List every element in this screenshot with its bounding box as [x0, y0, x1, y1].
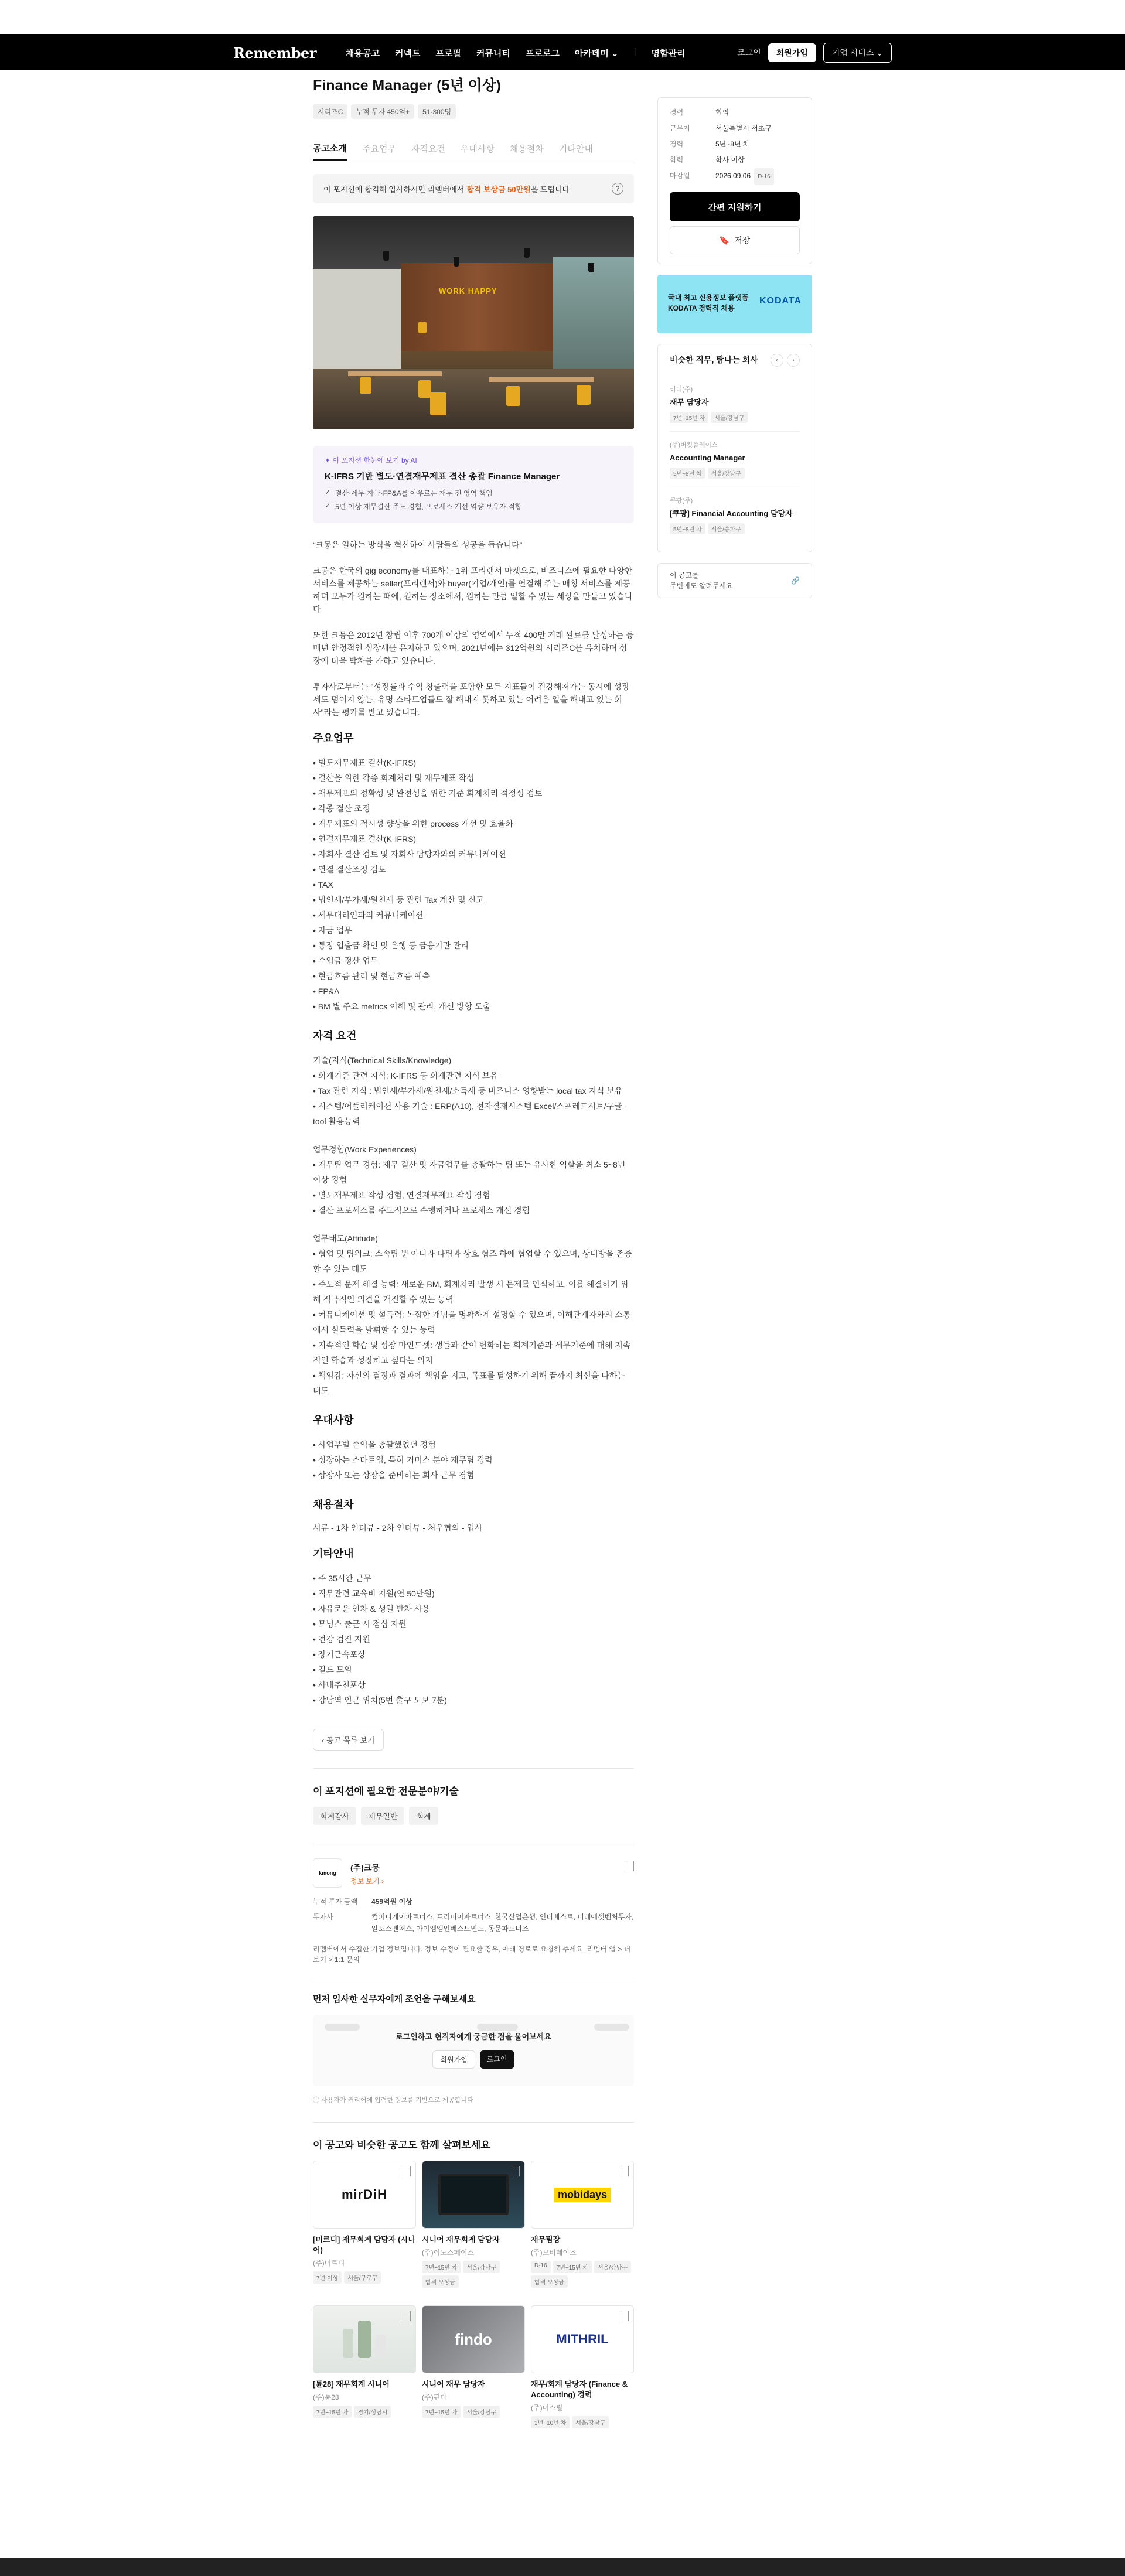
- summary-value: 협의: [715, 108, 729, 117]
- intro-paragraph: 또한 크몽은 2012년 창립 이후 700개 이상의 영역에서 누적 400만 거래 완료를 달성하는 등 매년 안정적인 성장세를 유지하고 있으며, 2021년에는 312억원의 시리즈C를 유치하며 성장에 더욱 박차를 가하고 있습니다.: [313, 630, 634, 666]
- link-icon[interactable]: 🔗: [791, 576, 800, 585]
- requirement-item: • 회계기준 관련 지식: K-IFRS 등 회계관련 지식 보유: [313, 1071, 498, 1080]
- similar-job-title: Accounting Manager: [670, 453, 745, 462]
- badge: 서울/강남구: [594, 2261, 631, 2273]
- summary-label: 경력: [670, 140, 684, 148]
- ai-summary-card: [313, 446, 634, 523]
- etc-item: • 직무관련 교육비 지원(연 50만원): [313, 1589, 435, 1598]
- similar-job-badges: [531, 2261, 634, 2288]
- badge: 7년~15년 차: [553, 2261, 592, 2273]
- similar-job-card[interactable]: [313, 2305, 416, 2428]
- duty-item: • 현금흐름 관리 및 현금흐름 예측: [313, 971, 431, 981]
- etc-item: • 모닝스 출근 시 점심 지원: [313, 1619, 407, 1629]
- similar-job-image[interactable]: mobidays: [531, 2161, 634, 2229]
- similar-company-name: (주)버킷플레이스: [670, 442, 718, 449]
- etc-item: • 길드 모임: [313, 1665, 352, 1674]
- requirement-item: • 책임감: 자신의 결정과 결과에 책임을 지고, 목표를 달성하기 위해 끝까지 최선을 다하는 태도: [313, 1371, 625, 1396]
- badge: 합격 보상금: [531, 2275, 568, 2288]
- requirements-list: [313, 1053, 634, 1398]
- duties-list: [313, 755, 634, 1014]
- summary-value: 서울특별시 서초구: [715, 124, 772, 132]
- requirement-item: 업무경험(Work Experiences): [313, 1145, 417, 1154]
- badge: 7년~15년 차: [422, 2261, 461, 2273]
- requirement-item: • 결산 프로세스를 주도적으로 수행하거나 프로세스 개선 경험: [313, 1206, 530, 1215]
- bookmark-icon[interactable]: [403, 2311, 411, 2321]
- ai-summary-point: ✓ 결산·세무·자금·FP&A를 아우르는 재무 전 영역 책임: [325, 488, 493, 497]
- similar-job-company: (주)모비데이즈: [531, 2249, 577, 2257]
- similar-company-item[interactable]: [670, 376, 800, 432]
- apply-button[interactable]: 간편 지원하기: [670, 192, 800, 221]
- similar-job-title: [쿠팡] Financial Accounting 담당자: [670, 509, 793, 518]
- summary-label: 마감일: [670, 172, 690, 180]
- nav-item-jobs[interactable]: 채용공고: [346, 49, 380, 59]
- etc-item: • 자유로운 연차 & 생일 반차 사용: [313, 1604, 430, 1613]
- ai-summary-title: K-IFRS 기반 별도·연결재무제표 결산 총괄 Finance Manager: [325, 472, 560, 482]
- badge: 서울/강남구: [463, 2261, 500, 2273]
- bookmark-icon[interactable]: [512, 2166, 520, 2176]
- similar-company-name: 쿠팡(주): [670, 497, 693, 504]
- top-navigation-bar: [0, 34, 1125, 70]
- tag: 누적 투자 450억+: [351, 104, 414, 119]
- remember-logo[interactable]: Remember: [233, 45, 316, 62]
- similar-job-image[interactable]: [313, 2305, 416, 2373]
- duty-item: • 세무대리인과의 커뮤니케이션: [313, 910, 424, 920]
- company-info-note: 리멤버에서 수집한 기업 정보입니다. 정보 수정이 필요할 경우, 아래 경로로 요청해 주세요. 리멤버 앱 > 더보기 > 1:1 문의: [313, 1945, 631, 1964]
- similar-job-title: 시니어 재무회계 담당자: [422, 2235, 500, 2244]
- similar-job-company: (주)미르디: [313, 2259, 345, 2267]
- requirement-item: • 지속적인 학습 및 성장 마인드셋: 생들과 같이 변화하는 회계기준과 세무기준에 대해 지속적인 학습과 성장하고 싶다는 의지: [313, 1340, 631, 1365]
- similar-jobs-title: 이 공고와 비슷한 공고도 함께 살펴보세요: [313, 2140, 490, 2151]
- share-box: [657, 563, 812, 598]
- preference-item: • 사업부별 손익을 총괄했었던 경험: [313, 1440, 436, 1449]
- etc-item: • 건강 검진 지원: [313, 1635, 370, 1644]
- bookmark-icon: 🔖: [719, 235, 730, 245]
- requirement-item: 업무태도(Attitude): [313, 1234, 378, 1243]
- tab-intro[interactable]: 공고소개: [313, 142, 347, 161]
- badge: 서울/구로구: [344, 2271, 381, 2284]
- similar-job-badges: [313, 2271, 416, 2284]
- nav-item-card-manage[interactable]: 명함관리: [651, 49, 686, 59]
- advice-signup-button[interactable]: 회원가입: [432, 2050, 475, 2069]
- similar-job-company: (주)튠28: [313, 2393, 339, 2401]
- prev-arrow-icon[interactable]: ‹: [771, 354, 783, 367]
- ai-summary-label: ✦ 이 포지션 한눈에 보기 by AI: [325, 456, 417, 465]
- duty-item: • 통장 입출금 확인 및 은행 등 금융기관 관리: [313, 941, 469, 950]
- invest-amount-label: 누적 투자 금액: [313, 1898, 358, 1906]
- investors-label: 투자사: [313, 1913, 333, 1921]
- similar-job-badges: [670, 523, 800, 534]
- similar-job-image[interactable]: mirDiH: [313, 2161, 416, 2229]
- back-to-list-button[interactable]: ‹ 공고 목록 보기: [313, 1729, 384, 1751]
- badge: 서울/강남구: [711, 412, 748, 423]
- nav-item-prologue[interactable]: 프로로그: [525, 49, 560, 59]
- badge: 5년~8년 차: [670, 523, 705, 534]
- deadline-badge: D-16: [754, 168, 774, 185]
- nav-item-academy[interactable]: 아카데미 ⌄: [574, 49, 619, 59]
- similar-job-title: 재무팀장: [531, 2235, 561, 2244]
- tab-process[interactable]: 채용절차: [509, 144, 544, 154]
- tag: 시리즈C: [313, 104, 347, 119]
- similar-job-badges: [670, 412, 800, 423]
- tag: 51-300명: [418, 104, 456, 119]
- preference-item: • 성장하는 스타트업, 특히 커머스 분야 재무팀 경력: [313, 1455, 493, 1465]
- login-link[interactable]: 로그인: [737, 48, 761, 57]
- preference-item: • 상장사 또는 상장을 준비하는 회사 근무 경험: [313, 1470, 475, 1480]
- requirement-block: [313, 1142, 634, 1218]
- duty-item: • 법인세/부가세/원천세 등 관련 Tax 계산 및 신고: [313, 895, 484, 905]
- similar-job-image[interactable]: MITHRIL: [531, 2305, 634, 2373]
- section-title-duties: 주요업무: [313, 732, 354, 744]
- similar-job-image[interactable]: [422, 2161, 525, 2229]
- summary-value: 5년~8년 차: [715, 140, 750, 148]
- similar-job-card[interactable]: [422, 2161, 525, 2288]
- etc-item: • 주 35시간 근무: [313, 1574, 371, 1583]
- summary-row: [670, 168, 800, 185]
- duty-item: • 자금 업무: [313, 926, 352, 935]
- requirement-item: • Tax 관련 지식 : 법인세/부가세/원천세/소득세 등 비즈니스 영향받는 local tax 지식 보유: [313, 1086, 623, 1096]
- bottom-bar: [0, 2558, 1125, 2576]
- badge: 서울/강남구: [463, 2406, 500, 2418]
- nav-separator: |: [633, 47, 636, 57]
- office-sign: WORK HAPPY: [439, 286, 497, 295]
- badge: 경기/성남시: [354, 2406, 391, 2418]
- skill-chip[interactable]: 재무일반: [361, 1807, 404, 1825]
- bookmark-icon[interactable]: [512, 2311, 520, 2321]
- bookmark-icon[interactable]: [403, 2166, 411, 2176]
- reward-notice: [313, 174, 634, 203]
- reward-notice-text: 이 포지션에 합격해 입사하시면 리멤버에서 합격 보상금 50만원을 드립니다: [323, 185, 570, 194]
- help-icon[interactable]: ?: [612, 183, 623, 195]
- similar-job-company: (주)핀다: [422, 2393, 447, 2401]
- share-text: 이 공고를 주변에도 알려주세요: [670, 571, 733, 590]
- intro-paragraph: “크몽은 일하는 방식을 혁신하여 사람들의 성공을 돕습니다”: [313, 540, 523, 550]
- skill-chip[interactable]: 회계: [409, 1807, 438, 1825]
- requirement-item: 기술(지식(Technical Skills/Knowledge): [313, 1056, 452, 1065]
- similar-job-title: [튠28] 재무회계 시니어: [313, 2380, 390, 2389]
- check-icon: ✓: [325, 501, 331, 510]
- tab-requirements[interactable]: 자격요건: [411, 144, 445, 154]
- similar-job-badges: [422, 2261, 525, 2288]
- similar-job-card[interactable]: [422, 2305, 525, 2428]
- duty-item: • BM 별 주요 metrics 이해 및 관리, 개선 방향 도출: [313, 1002, 491, 1011]
- header-actions: [737, 43, 892, 63]
- section-title-preferences: 우대사항: [313, 1414, 354, 1426]
- skills-title: 이 포지션에 필요한 전문분야/기술: [313, 1786, 459, 1797]
- invest-amount-row: [313, 1896, 634, 1908]
- similar-job-title: 재무 담당자: [670, 398, 709, 407]
- intro-paragraph: 크몽은 한국의 gig economy를 대표하는 1위 프리랜서 마켓으로, 비즈니스에 필요한 다양한 서비스를 제공하는 seller(프리랜서)와 buyer(기업/개인)를 연결해 주는 매칭 서비스를 제공하며 모두가 원하는 때에, 원하는 장소에서, 원하는 만큼 일할 수 있는 세상을 만들고 있습니다.: [313, 566, 633, 614]
- company-logo[interactable]: kmong: [313, 1858, 342, 1888]
- similar-company-item[interactable]: [670, 487, 800, 543]
- requirement-block: [313, 1231, 634, 1398]
- requirement-item: • 시스템/어플리케이션 사용 기술 : ERP(A10), 전자결재시스템 Excel/스프레드시트/구글 - tool 활용능력: [313, 1101, 628, 1126]
- section-title-requirements: 자격 요건: [313, 1030, 357, 1042]
- investors-value: 컴퍼니케이파트너스, 프리미어파트너스, 한국산업은행, 인터베스트, 미래에셋벤처투자, 알토스벤처스, 아이엠엠인베스트먼트, 동문파트너즈: [371, 1913, 634, 1933]
- company-name[interactable]: (주)크몽: [350, 1863, 380, 1872]
- advice-locked-panel: [313, 2015, 634, 2086]
- job-description: [313, 538, 634, 1708]
- similar-job-title: [미르디] 재무회계 담당자 (시니어): [313, 2235, 415, 2254]
- office-photo: [313, 216, 634, 429]
- ai-summary-point: ✓ 5년 이상 재무결산 주도 경험, 프로세스 개선 역량 보유자 적합: [325, 501, 522, 511]
- requirement-item: • 주도적 문제 해결 능력: 새로운 BM, 회계처리 발생 시 문제를 인식하고, 이를 해결하기 위해 적극적인 의견을 개진할 수 있는 능력: [313, 1280, 629, 1304]
- duty-item: • 재무제표의 적시성 향상을 위한 process 개선 및 효율화: [313, 819, 513, 828]
- kodata-ad-banner[interactable]: [657, 275, 812, 333]
- bookmark-icon[interactable]: [621, 2166, 629, 2176]
- duty-item: • 연결 결산조정 검토: [313, 865, 386, 874]
- badge: 합격 보상금: [422, 2275, 459, 2288]
- similar-job-image[interactable]: findo: [422, 2305, 525, 2373]
- skill-chip[interactable]: 회계감사: [313, 1807, 356, 1825]
- similar-job-badges: [422, 2406, 525, 2418]
- badge: 서울/송파구: [708, 523, 745, 534]
- job-summary-box: [657, 97, 812, 264]
- company-card: [313, 1858, 634, 1888]
- job-sidebar: [657, 97, 812, 598]
- requirement-item: • 협업 및 팀워크: 소속팀 뿐 아니라 타팀과 상호 협조 하에 협업할 수 있으며, 상대방을 존중할 수 있는 태도: [313, 1249, 632, 1274]
- summary-row: [670, 137, 800, 152]
- similar-job-badges: [313, 2406, 416, 2418]
- badge: 7년~15년 차: [422, 2406, 461, 2418]
- skill-chips: [313, 1807, 634, 1825]
- similar-jobs-grid: [313, 2161, 634, 2428]
- intro-paragraph: 투자사로부터는 "성장률과 수익 창출력을 포함한 모든 지표들이 건강해져가는 동시에 성장세도 멈이지 않는, 유명 스타트업들도 잘 해내지 못하고 있는 어려운 일을 해내고 있는 회사"라는 평가를 받고 있습니다.: [313, 682, 630, 717]
- similar-companies-title: 비슷한 직무, 탐나는 회사: [670, 355, 758, 364]
- main-nav: [346, 47, 685, 59]
- similar-job-company: (주)이노스페이스: [422, 2249, 475, 2257]
- summary-row: [670, 105, 800, 121]
- similar-job-card[interactable]: [531, 2305, 634, 2428]
- tab-preferences[interactable]: 우대사항: [460, 144, 495, 154]
- tab-duties[interactable]: 주요업무: [362, 144, 396, 154]
- signup-button[interactable]: 회원가입: [768, 43, 816, 62]
- badge: 7년~15년 차: [670, 412, 708, 423]
- similar-job-badges: [670, 468, 800, 479]
- duty-item: • 재무제표의 정확성 및 완전성을 위한 기준 회계처리 적정성 검토: [313, 789, 543, 798]
- similar-job-card[interactable]: [313, 2161, 416, 2288]
- similar-companies-box: [657, 344, 812, 552]
- section-title-process: 채용절차: [313, 1499, 354, 1510]
- etc-list: [313, 1571, 634, 1708]
- duty-item: • 각종 결산 조정: [313, 804, 370, 813]
- requirement-block: [313, 1053, 634, 1129]
- summary-row: [670, 121, 800, 137]
- nav-item-community[interactable]: 커뮤니티: [476, 49, 510, 59]
- badge: D-16: [531, 2261, 551, 2273]
- similar-job-badges: [531, 2416, 634, 2428]
- process-text: 서류 - 1차 인터뷰 - 2차 인터뷰 - 처우협의 - 입사: [313, 1523, 483, 1533]
- duty-item: • 결산을 위한 각종 회계처리 및 재무제표 작성: [313, 773, 475, 783]
- requirement-item: • 재무팀 업무 경험: 재무 결산 및 자금업무를 총괄하는 팀 또는 유사한 역할을 최소 5~8년 이상 경험: [313, 1160, 626, 1185]
- advice-title: 먼저 입사한 실무자에게 조언을 구해보세요: [313, 1994, 476, 2004]
- badge: 7년 이상: [313, 2271, 342, 2284]
- bookmark-icon[interactable]: [621, 2311, 629, 2321]
- duty-item: • FP&A: [313, 987, 340, 996]
- preferences-list: [313, 1437, 634, 1483]
- summary-label: 경력: [670, 108, 684, 117]
- advice-login-prompt: 로그인하고 현직자에게 궁금한 점을 물어보세요: [396, 2032, 551, 2041]
- investors-row: [313, 1911, 634, 1934]
- duty-item: • 별도재무제표 결산(K-IFRS): [313, 758, 417, 767]
- next-arrow-icon[interactable]: ›: [787, 354, 800, 367]
- duty-item: • 자회사 결산 검토 및 자회사 담당자와의 커뮤니케이션: [313, 849, 506, 859]
- summary-label: 근무지: [670, 124, 690, 132]
- summary-value: 2026.09.06: [715, 172, 751, 180]
- business-service-button[interactable]: 기업 서비스 ⌄: [823, 43, 892, 63]
- requirement-item: • 커뮤니케이션 및 설득력: 복잡한 개념을 명확하게 설명할 수 있으며, 이해관계자와의 소통에서 설득력을 발휘할 수 있는 능력: [313, 1310, 631, 1335]
- banner-text: 국내 최고 신용정보 플랫폼 KODATA 경력직 채용: [668, 294, 749, 312]
- etc-item: • 장기근속포상: [313, 1650, 366, 1659]
- similar-job-title: 재무/회계 담당자 (Finance & Accounting) 경력: [531, 2380, 628, 2399]
- etc-item: • 사내추천포상: [313, 1680, 366, 1690]
- summary-row: [670, 152, 800, 168]
- advice-footnote: ⓘ 사용자가 커리어에 입력한 정보를 기반으로 제공합니다: [313, 2097, 473, 2104]
- tab-etc[interactable]: 기타안내: [558, 144, 593, 154]
- similar-job-card[interactable]: [531, 2161, 634, 2288]
- duty-item: • 수입금 정산 업무: [313, 956, 379, 965]
- badge: 3년~10년 차: [531, 2416, 570, 2428]
- etc-item: • 강남역 인근 위치(5번 출구 도보 7분): [313, 1695, 447, 1705]
- summary-label: 학력: [670, 156, 684, 164]
- badge: 7년~15년 차: [313, 2406, 352, 2418]
- job-title: Finance Manager (5년 이상): [313, 77, 502, 94]
- similar-company-name: 리디(주): [670, 386, 693, 393]
- summary-value: 학사 이상: [715, 156, 745, 164]
- kodata-logo: KODATA: [759, 296, 802, 306]
- advice-login-button[interactable]: 로그인: [480, 2050, 514, 2069]
- badge: 5년~8년 차: [670, 468, 705, 479]
- requirement-item: • 별도재무제표 작성 경험, 연결재무제표 작성 경험: [313, 1190, 490, 1200]
- check-icon: ✓: [325, 488, 331, 496]
- job-main-column: [313, 74, 634, 2428]
- save-button[interactable]: 🔖 저장: [670, 226, 800, 254]
- section-tabs: [313, 137, 634, 161]
- nav-item-connect[interactable]: 커넥트: [394, 49, 421, 59]
- badge: 서울/강남구: [572, 2416, 609, 2428]
- duty-item: • TAX: [313, 880, 333, 889]
- invest-amount-value: 459억원 이상: [371, 1898, 412, 1906]
- duty-item: • 연결재무제표 결산(K-IFRS): [313, 834, 417, 844]
- company-info-link[interactable]: 정보 보기 ›: [350, 1877, 384, 1885]
- similar-job-company: (주)미스릴: [531, 2404, 563, 2412]
- nav-item-profile[interactable]: 프로필: [435, 49, 461, 59]
- section-title-etc: 기타안내: [313, 1548, 354, 1560]
- bookmark-icon[interactable]: [626, 1861, 634, 1871]
- similar-job-title: 시니어 재무 담당자: [422, 2380, 485, 2389]
- similar-company-item[interactable]: [670, 432, 800, 487]
- badge: 서울/강남구: [708, 468, 745, 479]
- company-tags: [313, 104, 634, 119]
